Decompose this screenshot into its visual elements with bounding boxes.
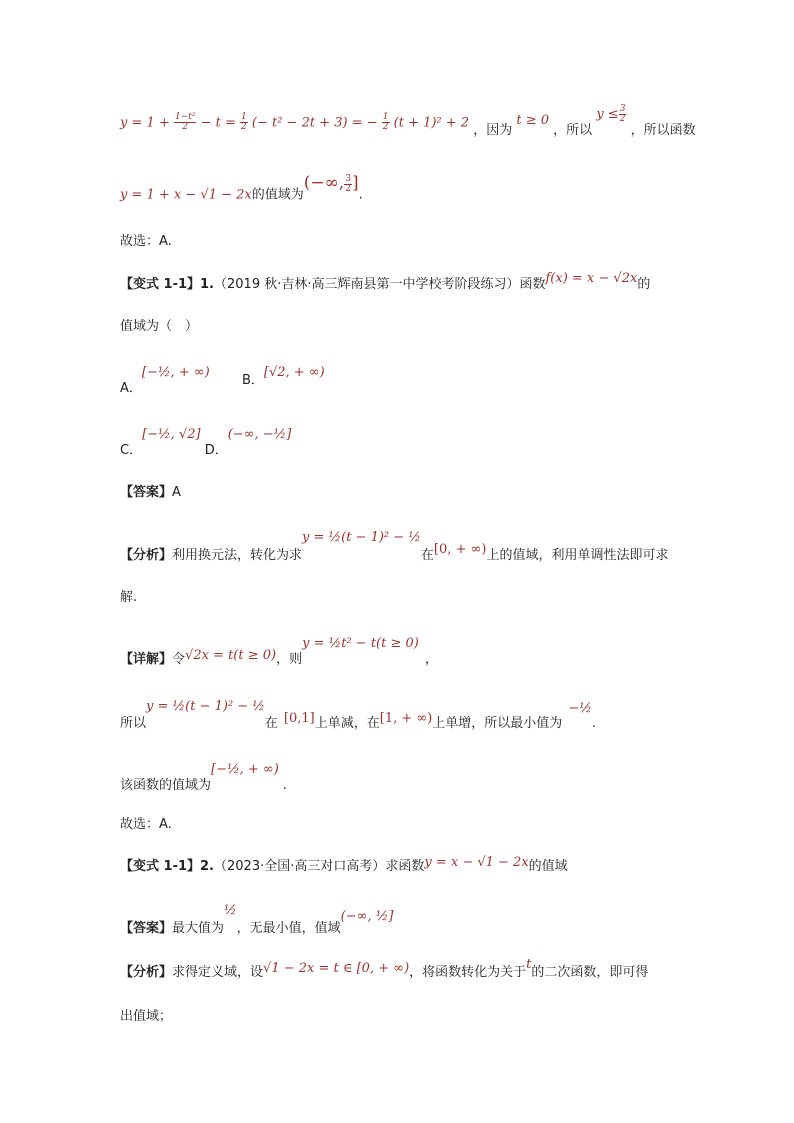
formula: y = ½t² − t(t ≥ 0) xyxy=(302,636,419,651)
answer-choice-line: 故选：A. xyxy=(120,234,172,249)
detail-line xyxy=(120,636,438,667)
equation-part: − t = xyxy=(200,115,236,131)
range-result-line xyxy=(120,762,287,793)
text: 在 xyxy=(420,548,434,563)
fraction: $\frac{1}{2}$ xyxy=(382,112,389,133)
question-source: （2023·全国·高三对口高考）求函数 xyxy=(214,859,425,874)
text: ， xyxy=(424,652,438,667)
text: . xyxy=(358,187,363,203)
text: 该函数的值域为 xyxy=(120,778,212,793)
interval: [0, + ∞) xyxy=(433,542,487,557)
question-1-line2: 值域为（ ） xyxy=(120,319,199,334)
text: 在 xyxy=(264,716,278,731)
analysis-line-2b: 出值域； xyxy=(120,1009,173,1024)
minimum-value: −½ xyxy=(568,701,592,716)
answer-choice-line-2: 故选：A. xyxy=(120,817,172,832)
answer-tag: 【答案】 xyxy=(120,921,173,936)
text: 利用换元法，转化为求 xyxy=(172,548,303,563)
substitution-formula: √1 − 2x = t ∈ [0, + ∞) xyxy=(263,961,410,976)
text: 的值域为 xyxy=(251,187,304,203)
option-c-label: C． xyxy=(120,443,143,458)
variable: t xyxy=(526,957,532,972)
text: 求得定义域，设 xyxy=(172,965,264,980)
option-d: (−∞, −½] xyxy=(227,427,292,442)
text: ，无最小值，值域 xyxy=(236,921,341,936)
monotonic-line xyxy=(120,699,596,731)
question-tag: 【变式 1-1】2. xyxy=(120,859,214,874)
fraction: $\frac{1}{2}$ xyxy=(241,112,247,133)
formula: √2x = t(t ≥ 0) xyxy=(185,648,277,663)
equation-part: (− t² − 2t + 3) = − xyxy=(251,115,378,131)
text: ，所以 xyxy=(553,123,593,139)
text: . xyxy=(591,716,596,731)
range-interval: (−∞, $\frac{3}{2}$ ] xyxy=(303,173,359,195)
text: 令 xyxy=(172,652,186,667)
text: 的 xyxy=(637,277,651,292)
option-b: [√2, + ∞) xyxy=(263,365,325,380)
text: ，将函数转化为关于 xyxy=(409,965,527,980)
option-d-label: D． xyxy=(204,443,228,458)
text: ，因为 xyxy=(473,123,513,139)
analysis-tag: 【分析】 xyxy=(120,548,173,563)
text: ，则 xyxy=(276,652,303,667)
function-formula: f(x) = x − √2x xyxy=(545,271,638,286)
equation-part: (t + 1)² + 2 xyxy=(393,115,470,131)
formula: y = ½(t − 1)² − ½ xyxy=(146,699,265,714)
text: 上单增，所以最小值为 xyxy=(432,716,563,731)
analysis-line-2 xyxy=(120,957,649,980)
option-a: [−½, + ∞) xyxy=(141,365,210,380)
text: ，所以函数 xyxy=(630,123,696,139)
analysis-line2: 解. xyxy=(120,590,138,605)
text: . xyxy=(282,778,287,793)
answer-value: A xyxy=(172,485,181,500)
inequality: y ≤ xyxy=(596,107,619,123)
text: 的值域 xyxy=(528,859,568,874)
function-formula: y = x − √1 − 2x xyxy=(424,855,529,870)
interval: [1, + ∞) xyxy=(379,711,433,726)
formula: y = ½(t − 1)² − ½ xyxy=(302,530,421,545)
analysis-line xyxy=(120,530,669,563)
range-line xyxy=(120,173,363,205)
option-row-cd xyxy=(120,427,292,458)
question-2-line xyxy=(120,855,568,874)
option-c: [−½, √2] xyxy=(142,427,201,442)
question-tag: 【变式 1-1】1. xyxy=(120,277,214,292)
condition: t ≥ 0 xyxy=(516,113,550,129)
text: 上单减，在 xyxy=(314,716,380,731)
function-formula: y = 1 + x − √1 − 2x xyxy=(120,187,252,203)
answer-line-2 xyxy=(120,903,394,936)
answer-tag: 【答案】 xyxy=(120,485,173,500)
fraction: $\frac{\text{1−t²}}{2}$ xyxy=(174,112,196,133)
interval: [0,1] xyxy=(283,711,315,726)
detail-tag: 【详解】 xyxy=(120,652,173,667)
equation-part: y = 1 + xyxy=(120,115,170,131)
range-interval: [−½, + ∞) xyxy=(211,762,279,777)
text: 的二次函数，即可得 xyxy=(531,965,649,980)
text: 所以 xyxy=(120,716,147,731)
option-b-label: B． xyxy=(241,373,264,388)
max-value: ½ xyxy=(224,903,237,918)
text: 最大值为 xyxy=(172,921,225,936)
question-source: （2019 秋·吉林·高三辉南县第一中学校考阶段练习）函数 xyxy=(214,277,546,292)
question-1-line xyxy=(120,271,651,292)
analysis-tag: 【分析】 xyxy=(120,965,173,980)
text: 上的值域，利用单调性法即可求 xyxy=(486,548,669,563)
answer-line xyxy=(120,486,181,499)
option-a-label: A． xyxy=(120,381,142,396)
option-row-ab xyxy=(120,365,325,396)
solution-equation-line xyxy=(120,104,696,139)
fraction: $\frac{3}{2}$ xyxy=(619,104,626,125)
range-interval: (−∞, ½] xyxy=(340,909,394,924)
